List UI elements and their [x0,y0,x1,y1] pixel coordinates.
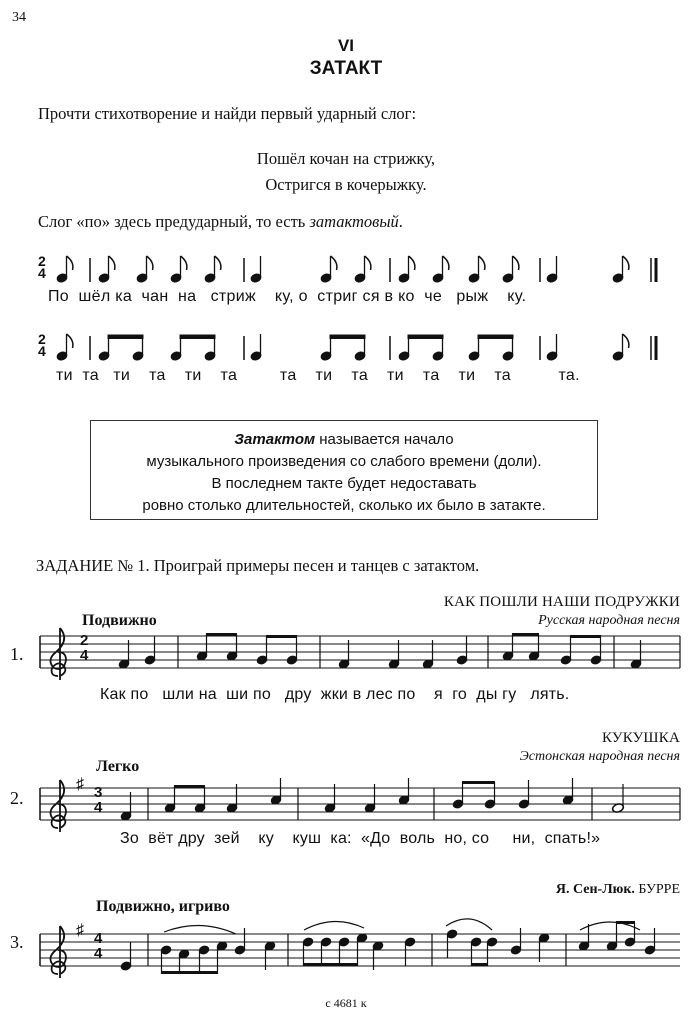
example-2-number: 2. [10,788,24,808]
example-1-time-sig [80,633,88,663]
ts-top: 3 [94,784,103,801]
rhythm-line-1 [56,256,656,283]
staff-1 [40,633,680,669]
rhythm-counting: ти та ти та ти та та ти та ти та ти та та. [56,367,580,384]
ts-top: 4 [94,930,103,947]
definition-box [90,420,598,520]
task-heading: ЗАДАНИЕ № 1. Проиграй примеры песен и танцев с затактом. [36,556,480,575]
rhythm-notes-1 [56,256,629,283]
staff-3 [40,919,680,974]
example-1-lyrics: Как по шли на ши по дру жки в лес по я го ды гу лять. [100,686,570,703]
treble-clefs [50,628,66,978]
example-1-tempo: Подвижно [82,612,157,629]
staff-2 [40,778,680,821]
ts-top: 2 [80,632,89,649]
poem-line-1: Пошёл кочан на стрижку, [256,149,436,168]
ts-top: 2 [38,331,46,347]
example-3-time-sig [94,931,102,961]
example-2-title: КУКУШКА [601,730,680,746]
rhythm-line-2 [56,334,656,361]
time-sig-rhythm-1 [38,255,46,279]
explanation-prefix: Слог «по» здесь предударный, то есть [38,212,310,231]
example-2-lyrics: Зо вёт дру зей ку куш ка: «До воль но, со ни, спать!» [120,830,601,847]
ts-top: 2 [38,253,46,269]
example-1-number: 1. [10,644,24,664]
definition-term: Затактом [234,431,316,448]
ts-bottom: 4 [38,343,46,359]
example-1-title: КАК ПОШЛИ НАШИ ПОДРУЖКИ [443,594,680,610]
explanation-suffix: . [398,212,403,231]
example-2-tempo: Легко [96,758,140,775]
rhythm-syllables: По шёл ка чан на стриж ку, о стриг ся в ко че рыж ку. [48,288,527,305]
example-3-title: БУРРЕ [638,882,680,897]
definition-line-2: музыкального произведения со слабого времени (доли). [146,453,542,470]
example-3-author: Я. Сен-Люк. [555,882,635,897]
example-3-number: 3. [10,932,24,952]
intro-text: Прочти стихотворение и найди первый ударный слог: [38,104,417,123]
chapter-number: VI [337,36,355,55]
chapter-title: ЗАТАКТ [309,58,383,79]
definition-line1-rest: называется начало [315,431,454,448]
ts-bottom: 4 [94,945,103,962]
example-3-title-line [556,882,680,898]
ts-bottom: 4 [94,799,103,816]
sharp-icon: ♯ [76,922,84,939]
example-2-time-sig [94,785,102,815]
page-number: 34 [12,10,26,25]
ts-bottom: 4 [38,265,46,281]
explanation-emph: затактовый [309,212,399,231]
footer-code: с 4681 к [325,996,367,1010]
example-2-subtitle: Эстонская народная песня [519,749,680,764]
definition-line-1 [91,429,597,451]
sharp-icon: ♯ [76,776,84,793]
ts-bottom: 4 [80,647,89,664]
example-1-subtitle: Русская народная песня [538,613,680,628]
time-sig-rhythm-2 [38,333,46,357]
example-3-tempo: Подвижно, игриво [96,898,230,915]
poem-line-2: Остригся в кочерыжку. [265,175,427,194]
definition-line-3: В последнем такте будет недоставать [211,475,477,492]
definition-line-4: ровно столько длительностей, сколько их было в затакте. [142,497,546,514]
